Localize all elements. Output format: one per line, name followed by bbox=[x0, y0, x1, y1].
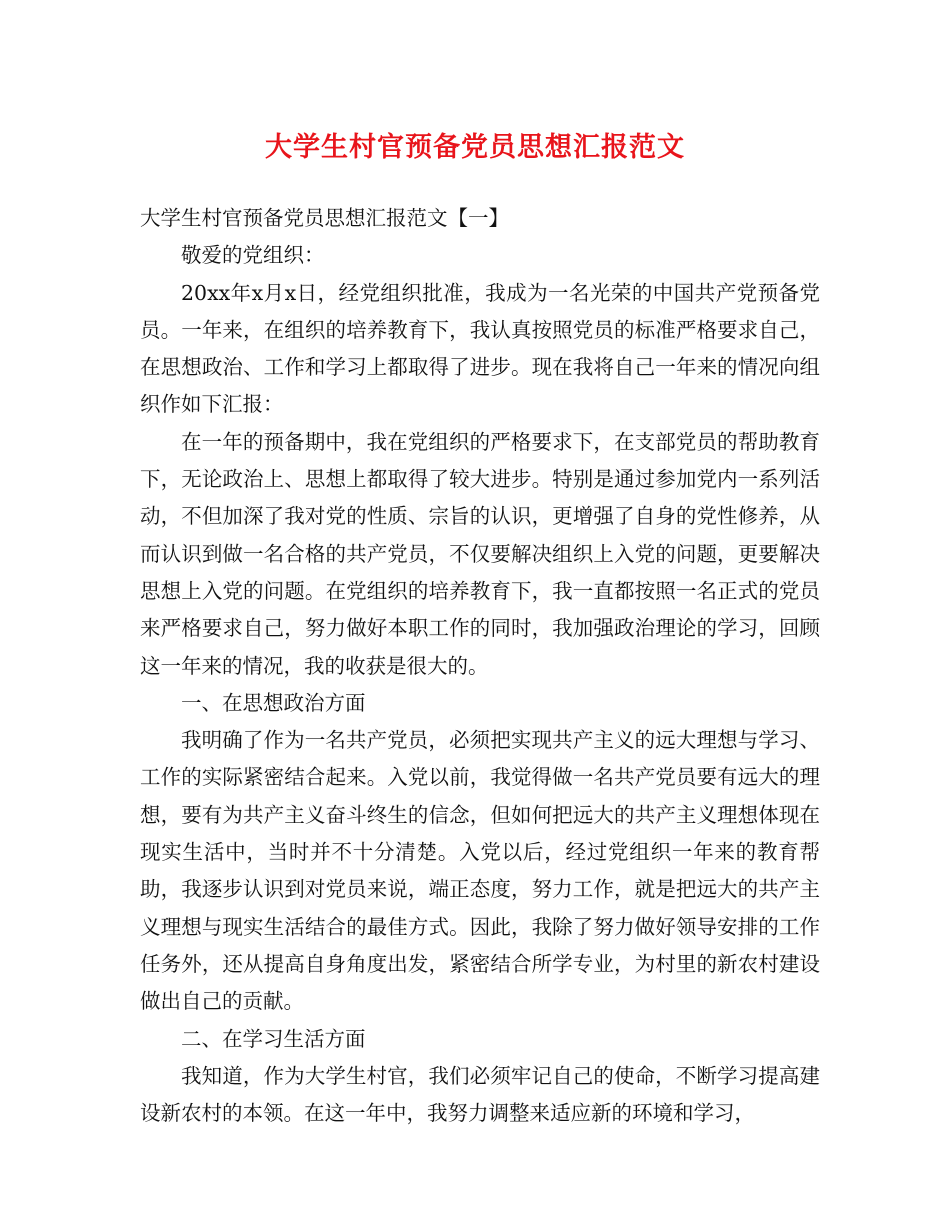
document-body bbox=[140, 200, 820, 1132]
paragraph: 20xx年x月x日，经党组织批准，我成为一名光荣的中国共产党预备党员。一年来，在组织的培养教育下，我认真按照党员的标准严格要求自己，在思想政治、工作和学习上都取得了进步。现在我将自己一年来的情况向组织作如下汇报： bbox=[140, 280, 820, 417]
paragraph: 我明确了作为一名共产党员，必须把实现共产主义的远大理想与学习、工作的实际紧密结合起来。入党以前，我觉得做一名共产党员要有远大的理想，要有为共产主义奋斗终生的信念，但如何把远大的共产主义理想体现在现实生活中，当时并不十分清楚。入党以后，经过党组织一年来的教育帮助，我逐步认识到对党员来说，端正态度，努力工作，就是把远大的共产主义理想与现实生活结合的最佳方式。因此，我除了努力做好领导安排的工作任务外，还从提高自身角度出发，紧密结合所学专业，为村里的新农村建设做出自己的贡献。 bbox=[140, 728, 820, 1014]
subsection-heading: 一、在思想政治方面 bbox=[181, 690, 366, 715]
section-heading: 大学生村官预备党员思想汇报范文【一】 bbox=[140, 206, 509, 230]
subsection-heading: 二、在学习生活方面 bbox=[181, 1026, 366, 1051]
paragraph: 我知道，作为大学生村官，我们必须牢记自己的使命，不断学习提高建设新农村的本领。在这一年中，我努力调整来适应新的环境和学习， bbox=[140, 1063, 820, 1126]
paragraph: 在一年的预备期中，我在党组织的严格要求下，在支部党员的帮助教育下，无论政治上、思想上都取得了较大进步。特别是通过参加党内一系列活动，不但加深了我对党的性质、宗旨的认识，更增强了自身的党性修养，从而认识到做一名合格的共产党员，不仅要解决组织上入党的问题，更要解决思想上入党的问题。在党组织的培养教育下，我一直都按照一名正式的党员来严格要求自己，努力做好本职工作的同时，我加强政治理论的学习，回顾这一年来的情况，我的收获是很大的。 bbox=[140, 429, 820, 678]
salutation: 敬爱的党组织： bbox=[181, 243, 325, 268]
document-title: 大学生村官预备党员思想汇报范文 bbox=[265, 132, 685, 163]
